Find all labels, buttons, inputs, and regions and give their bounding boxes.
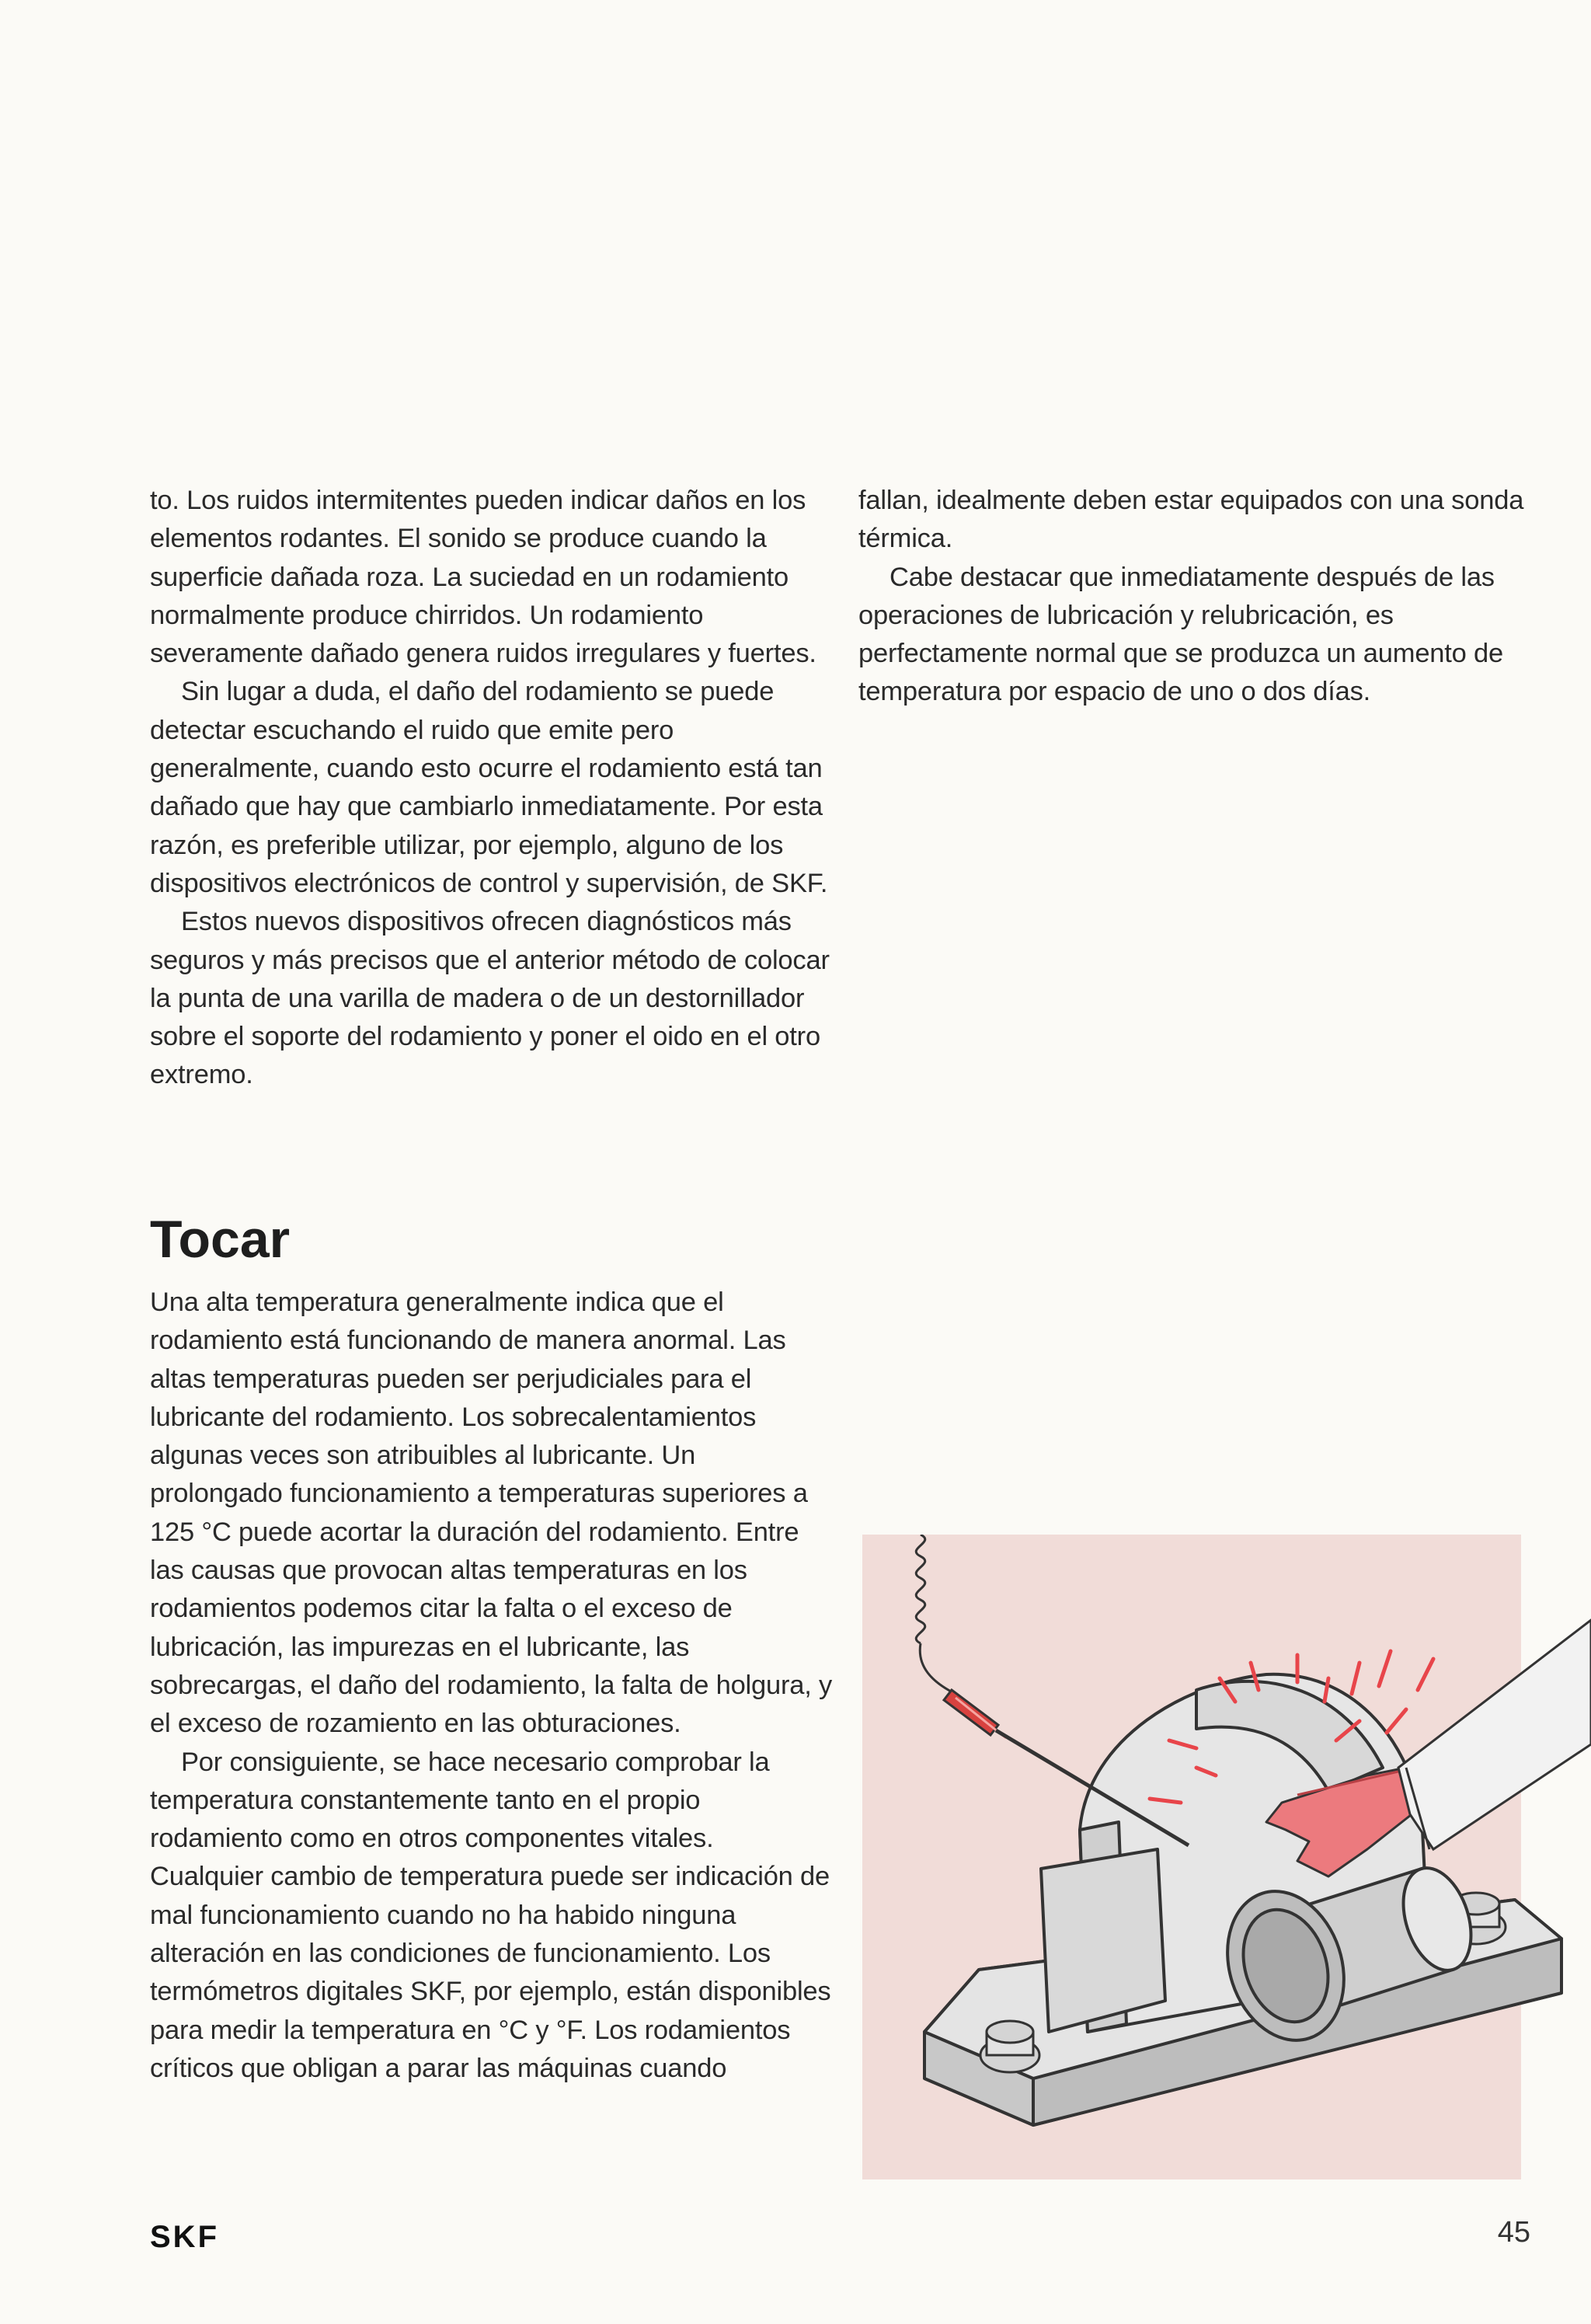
paragraph: Cabe destacar que inmediatamente después de las operaciones de lubricación y relubricación, es perfectamente normal que se produzca un aumento de temperatura por espacio de uno o dos días. — [858, 562, 1504, 707]
column-left-bottom — [150, 1284, 834, 2088]
paragraph: Por consiguiente, se hace necesario comprobar la temperatura constantemente tanto en el propio rodamiento como en otros componentes vitales. Cualquier cambio de temperatura puede ser indicación de mal funcionamiento cuando no ha habido ninguna alteración en las condiciones de funcionamiento. Los termómetros digitales SKF, por ejemplo, están disponibles para medir la temperatura en °C y °F. Los rodamientos críticos que obligan a parar las máquinas cuando — [150, 1747, 831, 2083]
bearing-touch-illustration — [862, 1535, 1591, 2179]
skf-logo — [150, 2221, 266, 2252]
column-right — [858, 482, 1534, 712]
paragraph: fallan, idealmente deben estar equipados con una sonda térmica. — [858, 486, 1524, 554]
paragraph: Estos nuevos dispositivos ofrecen diagnósticos más seguros y más precisos que el anterior método de colocar la punta de una varilla de madera o de un destornillador sobre el soporte del rodamiento y poner el oido en el otro extremo. — [150, 907, 830, 1090]
column-left-top — [150, 482, 834, 1095]
logo-text: SKF — [150, 2221, 219, 2252]
section-heading: Tocar — [150, 1210, 291, 1269]
bolt-icon — [980, 2021, 1039, 2072]
paragraph: to. Los ruidos intermitentes pueden indicar daños en los elementos rodantes. El sonido se produce cuando la superficie dañada roza. La suciedad en un rodamiento normalmente produce chirridos. Un rodamiento severamente dañado genera ruidos irregulares y fuertes. — [150, 486, 816, 669]
paragraph: Una alta temperatura generalmente indica que el rodamiento está funcionando de manera anormal. Las altas temperaturas pueden ser perjudiciales para el lubricante del rodamiento. Los sobrecalentamientos algunas veces son atribuibles al lubricante. Un prolongado funcionamiento a temperaturas superiores a 125 °C puede acortar la duración del rodamiento. Entre las causas que provocan altas temperaturas en los rodamientos podemos citar la falta o el exceso de lubricación, las impurezas en el lubricante, las sobrecargas, el daño del rodamiento, la falta de holgura, y el exceso de rozamiento en las obturaciones. — [150, 1287, 833, 1739]
page-number: 45 — [1497, 2216, 1530, 2249]
paragraph: Sin lugar a duda, el daño del rodamiento se puede detectar escuchando el ruido que emite pero generalmente, cuando esto ocurre el rodamiento está tan dañado que hay que cambiarlo inmediatamente. Por esta razón, es preferible utilizar, por ejemplo, alguno de los dispositivos electrónicos de control y supervisión, de SKF. — [150, 677, 828, 898]
